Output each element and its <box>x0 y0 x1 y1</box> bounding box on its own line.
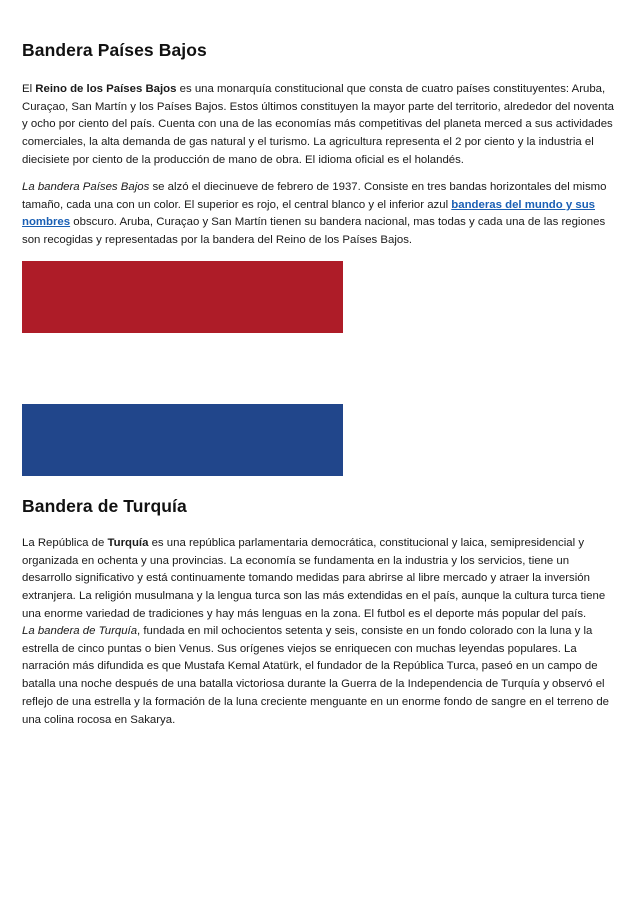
paragraph-turkey-flag <box>22 623 620 729</box>
section-title-turkey: Bandera de Turquía <box>22 496 187 516</box>
text-span: El <box>22 83 36 95</box>
paragraph-turkey-intro <box>22 535 620 624</box>
italic-term: La bandera Países Bajos <box>22 181 150 193</box>
text-span: es una monarquía constitucional que consta de cuatro países constituyentes: Aruba, Curaçao, San Martín y los Países Bajos. Estos últimos constituyen la mayor parte del territorio, alrededor del noventa y ocho por ciento del país. Cuenta con una de las economías más competitivas del planeta merced a sus actividades comerciales, la alta demanda de gas natural y el turismo. La agricultura representa el 2 por ciento y la industria el diecisiete por ciento de la producción de mano de obra. El idioma oficial es el holandés. <box>22 83 614 166</box>
flag-band-blue <box>22 404 343 476</box>
paragraph-netherlands-intro <box>22 81 620 170</box>
section-title-netherlands: Bandera Países Bajos <box>22 40 207 60</box>
text-span: se alzó el diecinueve de febrero de 1937. Consiste en tres bandas horizontales del mismo tamaño, cada una con un color. El superior es rojo, el central blanco y el inferior azul <box>22 181 607 211</box>
text-span: obscuro. Aruba, Curaçao y San Martín tienen su bandera nacional, mas todas y cada una de las regiones son recogidas y representadas por la bandera del Reino de los Países Bajos. <box>22 216 606 247</box>
text-span: es una república parlamentaria democrática, constitucional y laica, semipresidencial y organizada en ochenta y una provincias. La economía se fundamenta en la industria y los servicios, tiene un desarrollo significativo y está continuamente tomando medidas para abrirse al libre mercado y atraer la inversión extranjera. La religión musulmana y la lengua turca son las más extendidas en el país, aunque la cultura turca tiene una enorme variedad de tradiciones y hay más lenguas en la zona. El futbol es el deporte más popular del país. <box>22 537 606 620</box>
text-span: La República de <box>22 537 108 549</box>
flag-band-white <box>22 333 343 404</box>
italic-term: La bandera de Turquía <box>22 625 138 637</box>
netherlands-flag-image <box>22 261 343 476</box>
bold-term: Reino de los Países Bajos <box>35 83 177 95</box>
flags-of-world-link[interactable]: banderas del mundo y sus nombres <box>22 198 595 229</box>
flag-band-red <box>22 261 343 333</box>
text-span: , fundada en mil ochocientos setenta y seis, consiste en un fondo colorado con la luna y la estrella de cinco puntas o bien Venus. Sus orígenes viejos se enriquecen con muchas leyendas populares. La narración más difundida es que Mustafa Kemal Atatürk, el fundador de la República Turca, paseó en un campo de batalla una noche después de una batalla victoriosa durante la Guerra de la Independencia de Turquía y observó el reflejo de una estrella y la formación de la luna creciente menguante en un enorme fondo de sangre en el terreno de una colina rocosa en Sakarya. <box>22 625 609 726</box>
paragraph-netherlands-flag <box>22 179 620 250</box>
bold-term: Turquía <box>107 537 149 549</box>
